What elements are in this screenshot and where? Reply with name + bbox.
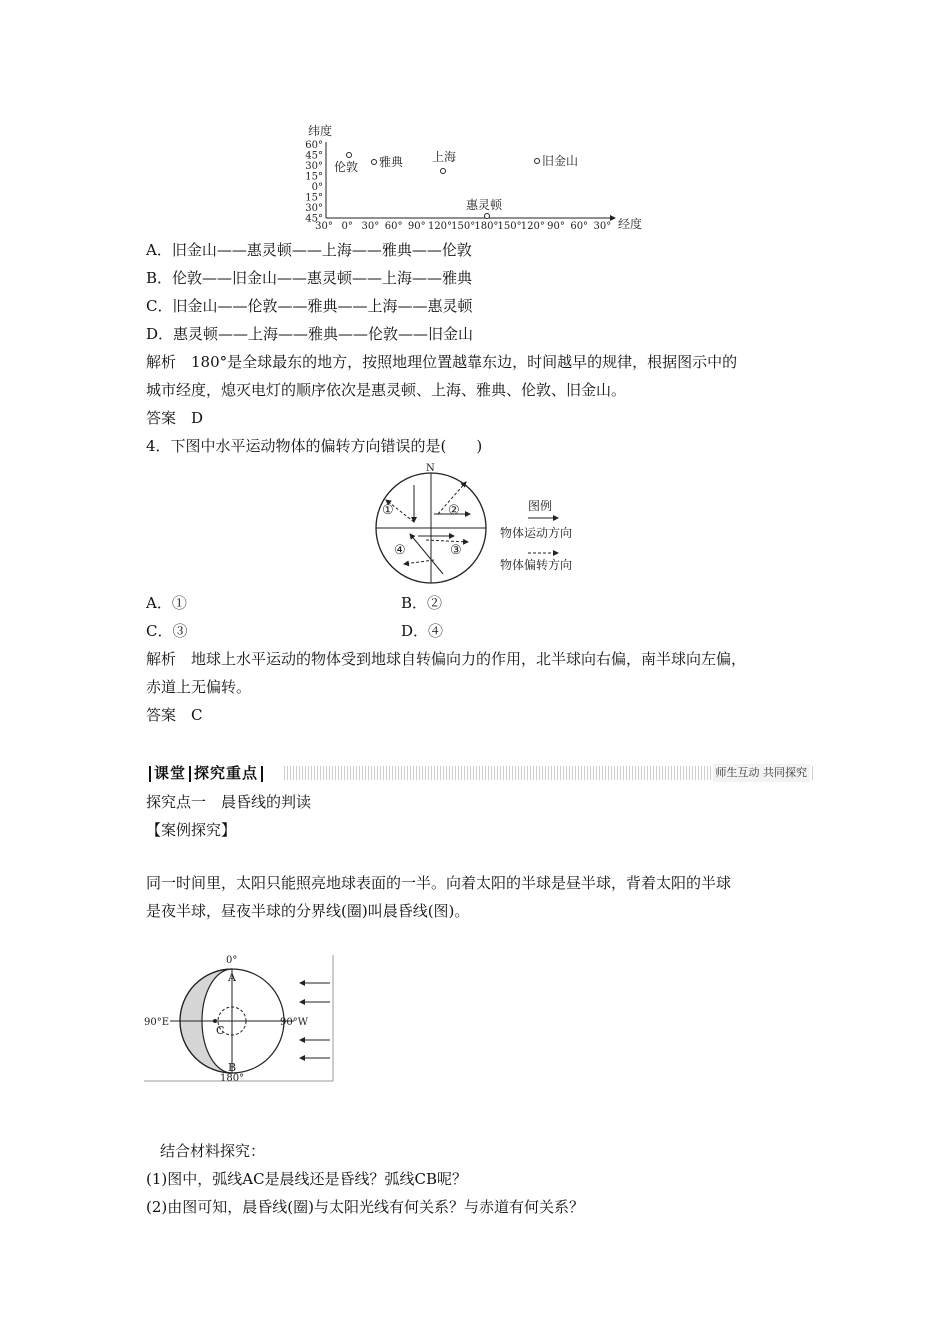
x-tick-label: 60° — [570, 221, 589, 232]
x-tick-label: 0° — [341, 221, 353, 232]
deflection-label-1: ① — [382, 503, 394, 518]
terminator-point-b: B — [228, 1061, 237, 1074]
banner-title — [146, 763, 266, 783]
q3-option-d: D．惠灵顿——上海——雅典——伦敦——旧金山 — [146, 325, 474, 343]
legend-title: 图例 — [528, 499, 553, 513]
deflection-diagram — [370, 460, 590, 588]
q4-analysis-line-1: 解析 地球上水平运动的物体受到地球自转偏向力的作用，北半球向右偏，南半球向左偏， — [146, 650, 747, 668]
city-label-athens: 雅典 — [379, 155, 404, 169]
deflection-label-2: ② — [448, 503, 460, 518]
north-label: N — [426, 463, 435, 474]
q4-stem: 4．下图中水平运动物体的偏转方向错误的是( ) — [146, 437, 483, 455]
terminator-label-top: 0° — [226, 955, 238, 966]
legend-motion: 物体运动方向 — [500, 526, 573, 540]
city-point-london — [347, 153, 352, 158]
y-tick-label: 30° — [305, 203, 323, 214]
city-point-san-francisco — [535, 159, 540, 164]
prompt-text: 结合材料探究： — [160, 1142, 266, 1160]
city-label-shanghai: 上海 — [432, 150, 457, 164]
question-2: (2)由图可知，晨昏线(圈)与太阳光线有何关系？与赤道有何关系？ — [146, 1198, 584, 1216]
x-tick-label: 120° — [427, 221, 453, 232]
y-tick-label: 0° — [311, 182, 323, 193]
q3-option-b: B．伦敦——旧金山——惠灵顿——上海——雅典 — [146, 269, 473, 287]
terminator-point-c: C — [216, 1024, 225, 1037]
q4-option-d: D．④ — [401, 622, 444, 640]
terminator-label-right: 90°W — [280, 1017, 309, 1028]
x-tick-label: 150° — [497, 221, 522, 232]
city-label-london: 伦敦 — [334, 160, 359, 174]
banner-tag: 师生互动 共同探究 — [713, 764, 811, 782]
x-tick-label: 90° — [547, 221, 565, 232]
q3-option-a: A．旧金山——惠灵顿——上海——雅典——伦敦 — [146, 241, 472, 259]
y-tick-label: 30° — [305, 161, 323, 172]
terminator-point-a: A — [228, 971, 236, 984]
y-tick-label: 15° — [305, 171, 323, 183]
q4-answer: 答案 C — [146, 706, 203, 724]
map-xlabel: 经度 — [618, 217, 643, 231]
q3-analysis-line-2: 城市经度，熄灭电灯的顺序依次是惠灵顿、上海、雅典、伦敦、旧金山。 — [146, 381, 627, 399]
q4-option-a: A．① — [146, 594, 187, 612]
x-tick-label: 120° — [520, 221, 545, 232]
x-tick-label: 60° — [384, 221, 403, 232]
q4-option-c: C．③ — [146, 622, 188, 640]
x-tick-labels — [315, 221, 611, 232]
q3-option-c: C．旧金山——伦敦——雅典——上海——惠灵顿 — [146, 297, 473, 315]
q4-option-b: B．② — [401, 594, 443, 612]
city-point-wellington — [485, 214, 490, 219]
q3-answer: 答案 D — [146, 409, 204, 427]
deflection-label-3: ③ — [450, 543, 462, 558]
x-tick-label: 30° — [315, 221, 333, 232]
city-point-shanghai — [441, 169, 446, 174]
map-ylabel: 纬度 — [308, 124, 333, 138]
y-tick-labels — [305, 140, 323, 225]
y-tick-label: 45° — [305, 213, 323, 225]
q3-analysis-line-1: 解析 180°是全球最东的地方，按照地理位置越靠东边，时间越早的规律，根据图示中的 — [146, 353, 738, 371]
question-1: (1)图中，弧线AC是晨线还是昏线？弧线CB呢？ — [146, 1170, 468, 1188]
terminator-diagram — [142, 950, 338, 1084]
x-tick-label: 30° — [593, 221, 612, 232]
y-tick-label: 15° — [305, 192, 323, 204]
terminator-label-left: 90°E — [144, 1017, 170, 1028]
section-banner — [146, 763, 814, 783]
paragraph-line-2: 是夜半球，昼夜半球的分界线(圈)叫晨昏线(图)。 — [146, 902, 470, 920]
banner-title-a: 课堂 — [154, 764, 187, 782]
city-location-map — [300, 120, 660, 232]
q4-analysis-line-2: 赤道上无偏转。 — [146, 678, 252, 696]
case-title: 【案例探究】 — [146, 821, 237, 839]
legend-deflect: 物体偏转方向 — [500, 558, 573, 572]
y-tick-label: 60° — [305, 140, 323, 151]
x-tick-label: 90° — [407, 221, 426, 232]
section-title: 探究点一 晨昏线的判读 — [146, 793, 312, 811]
deflection-label-4: ④ — [394, 543, 406, 558]
city-point-athens — [372, 160, 377, 165]
city-label-san-francisco: 旧金山 — [542, 154, 579, 168]
banner-title-b: 探究重点 — [194, 764, 259, 782]
terminator-label-bottom: 180° — [220, 1073, 245, 1084]
x-tick-label: 180° — [474, 221, 499, 232]
y-tick-label: 45° — [305, 150, 323, 162]
city-label-wellington: 惠灵顿 — [466, 198, 503, 212]
x-tick-label: 150° — [451, 221, 476, 232]
paragraph-line-1: 同一时间里，太阳只能照亮地球表面的一半。向着太阳的半球是昼半球，背着太阳的半球 — [146, 874, 732, 892]
x-tick-label: 30° — [361, 221, 380, 232]
